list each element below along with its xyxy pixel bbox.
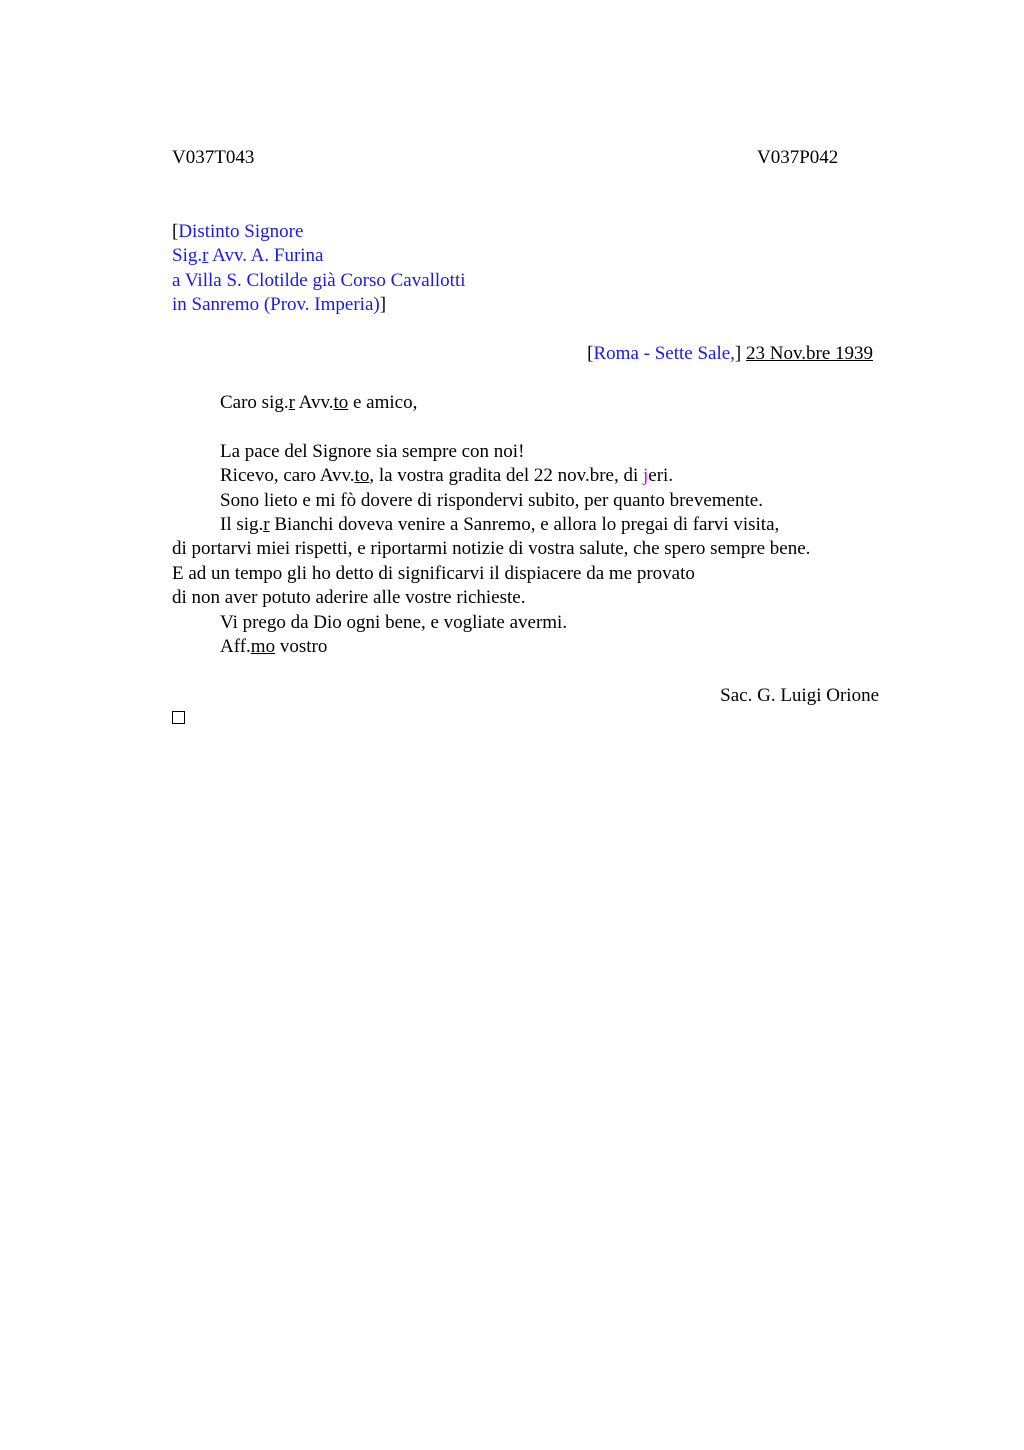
address-close-bracket: ] <box>379 294 387 315</box>
dateline-open-bracket: [ <box>587 343 594 364</box>
salutation <box>220 391 417 415</box>
body-text: Il sig. <box>220 514 264 535</box>
salutation-abbrev: r <box>288 392 295 413</box>
body-text: Bianchi doveva venire a Sanremo, e allora lo pregai di farvi visita, <box>269 514 780 535</box>
dateline-close-bracket: ] <box>734 343 742 364</box>
body-text: Ricevo, caro Avv. <box>220 465 355 486</box>
closing-text: vostro <box>275 636 328 657</box>
body-paragraph-5: Vi prego da Dio ogni bene, e vogliate avermi. <box>220 612 568 633</box>
address-line-1 <box>172 220 303 244</box>
closing-abbrev: mo <box>250 636 276 657</box>
signature: Sac. G. Luigi Orione <box>720 685 879 706</box>
address-sig-suffix: r <box>202 245 209 266</box>
body-text: , la vostra gradita del 22 nov.bre, di <box>369 465 643 486</box>
body-abbrev: r <box>263 514 270 535</box>
body-abbrev: to <box>354 465 370 486</box>
body-highlight-letter: j <box>643 465 649 486</box>
address-line-2 <box>172 244 324 268</box>
address-recipient-title: Distinto Signore <box>178 221 304 242</box>
body-text: eri. <box>648 465 674 486</box>
checkbox-icon <box>172 711 185 724</box>
body-paragraph-2 <box>220 464 673 488</box>
salutation-part: Avv. <box>294 392 334 413</box>
salutation-abbrev: to <box>333 392 349 413</box>
document-code-right: V037P042 <box>757 147 839 168</box>
body-paragraph-4-line-2: di portarvi miei rispetti, e riportarmi notizie di vostra salute, che spero sempre bene. <box>172 538 811 559</box>
address-open-bracket: [ <box>172 221 179 242</box>
address-recipient-name: Avv. A. Furina <box>208 245 324 266</box>
address-line-3: a Villa S. Clotilde già Corso Cavallotti <box>172 270 466 291</box>
dateline-place: Roma - Sette Sale, <box>593 343 735 364</box>
address-sig-prefix: Sig. <box>172 245 203 266</box>
body-paragraph-4 <box>220 513 779 537</box>
salutation-part: e amico, <box>348 392 418 413</box>
dateline-date: 23 Nov.bre 1939 <box>746 343 873 364</box>
body-paragraph-3: Sono lieto e mi fò dovere di rispondervi subito, per quanto brevemente. <box>220 490 763 511</box>
body-paragraph-1: La pace del Signore sia sempre con noi! <box>220 441 525 462</box>
body-paragraph-4-line-3: E ad un tempo gli ho detto di significarvi il dispiacere da me provato <box>172 563 695 584</box>
dateline <box>587 342 873 366</box>
address-city: in Sanremo (Prov. Imperia) <box>172 294 380 315</box>
body-paragraph-4-line-4: di non aver potuto aderire alle vostre richieste. <box>172 587 526 608</box>
document-code-left: V037T043 <box>172 147 255 168</box>
address-line-4 <box>172 293 386 317</box>
salutation-part: Caro sig. <box>220 392 289 413</box>
closing-text: Aff. <box>220 636 251 657</box>
closing <box>220 635 327 659</box>
